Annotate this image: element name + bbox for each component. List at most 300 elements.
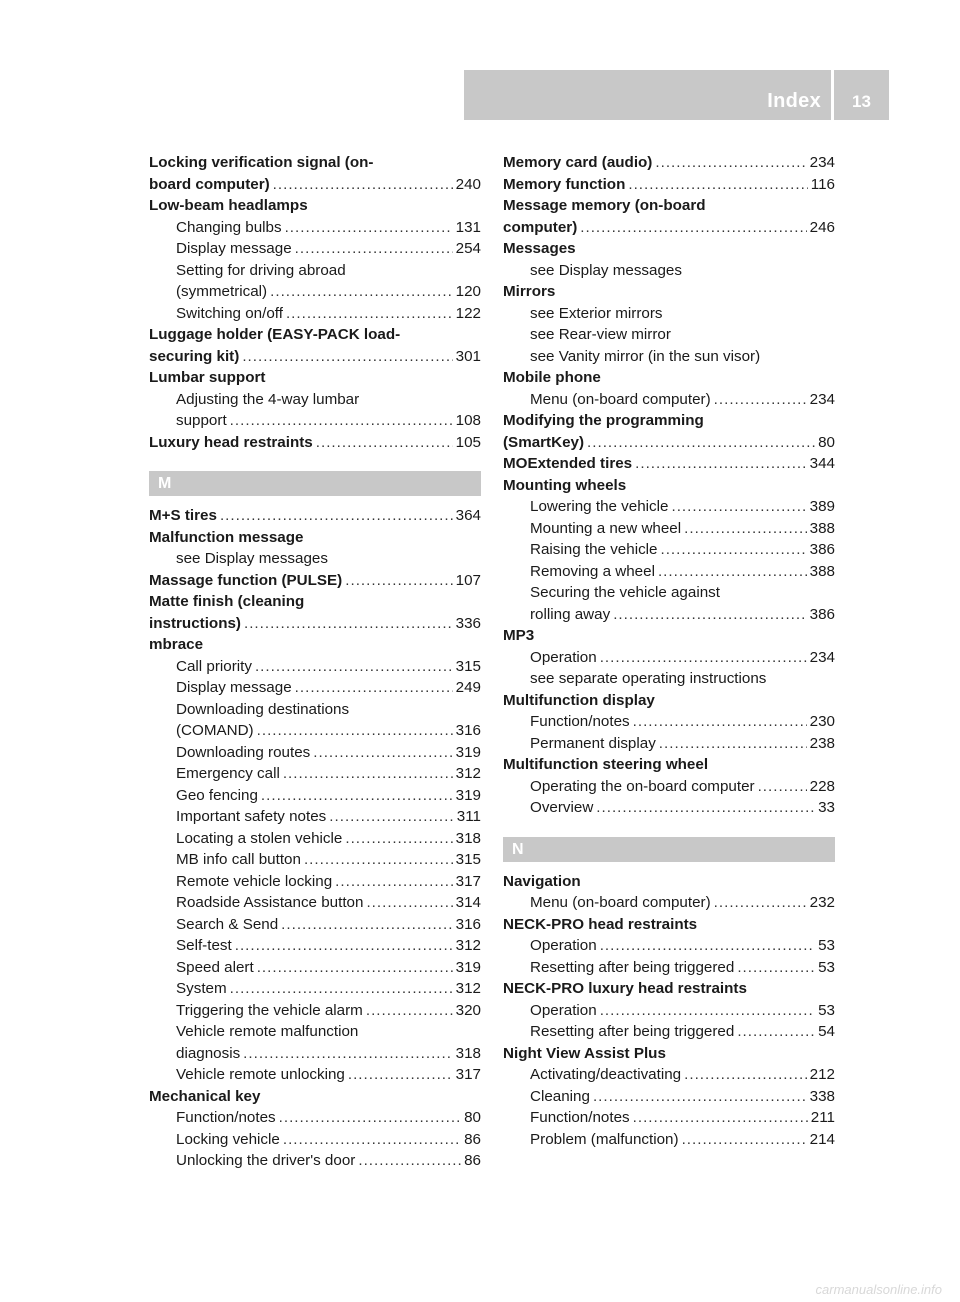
page-reference[interactable]: 212 bbox=[809, 1066, 835, 1083]
page-reference[interactable]: 230 bbox=[809, 713, 835, 730]
page-reference[interactable]: 338 bbox=[809, 1087, 835, 1105]
dot-leader bbox=[295, 238, 453, 260]
entry-text: Navigation bbox=[503, 872, 581, 890]
index-subentry[interactable] bbox=[503, 957, 835, 979]
entry-text: Operation bbox=[530, 648, 597, 666]
dot-leader bbox=[596, 797, 815, 819]
index-subentry[interactable] bbox=[149, 785, 481, 807]
index-heading bbox=[149, 324, 481, 346]
entry-text: (COMAND) bbox=[176, 722, 254, 739]
entry-text: Mounting a new wheel bbox=[530, 519, 682, 537]
index-subentry[interactable] bbox=[149, 935, 481, 957]
dot-leader bbox=[257, 957, 453, 979]
page-reference[interactable]: 108 bbox=[455, 412, 481, 429]
entry-text: Operation bbox=[530, 937, 597, 954]
dot-leader bbox=[366, 892, 452, 914]
dot-leader bbox=[737, 1021, 815, 1043]
dot-leader bbox=[737, 957, 815, 979]
entry-list bbox=[149, 505, 481, 1172]
page-reference[interactable]: 317 bbox=[455, 872, 481, 890]
page-reference[interactable]: 386 bbox=[809, 605, 835, 623]
entry-text: Roadside Assistance button bbox=[176, 894, 364, 911]
entry-text: computer) bbox=[503, 218, 578, 236]
page-reference[interactable]: 53 bbox=[818, 1001, 835, 1019]
index-subentry[interactable] bbox=[149, 1150, 481, 1172]
page-reference[interactable]: 246 bbox=[809, 218, 835, 236]
entry-list bbox=[503, 871, 835, 1151]
page-reference[interactable]: 249 bbox=[455, 679, 481, 696]
index-subentry bbox=[149, 389, 481, 411]
index-heading bbox=[503, 978, 835, 1000]
dot-leader bbox=[659, 733, 807, 755]
dot-leader bbox=[345, 570, 452, 592]
index-heading[interactable] bbox=[149, 570, 481, 592]
page-reference[interactable]: 86 bbox=[464, 1130, 481, 1148]
section-letter: M bbox=[158, 475, 172, 492]
index-subentry[interactable] bbox=[149, 806, 481, 828]
entry-text: MOExtended tires bbox=[503, 455, 633, 472]
index-subentry[interactable] bbox=[149, 1064, 481, 1086]
page-reference[interactable]: 319 bbox=[455, 743, 481, 761]
entry-text: mbrace bbox=[149, 636, 204, 653]
entry-text: Speed alert bbox=[176, 958, 254, 976]
index-heading bbox=[149, 195, 481, 217]
dot-leader bbox=[660, 539, 806, 561]
entry-text: Resetting after being triggered bbox=[530, 1023, 735, 1040]
dot-leader bbox=[633, 1107, 808, 1129]
index-subentry bbox=[503, 346, 835, 368]
index-subentry[interactable] bbox=[149, 849, 481, 871]
page-reference[interactable]: 33 bbox=[818, 799, 835, 816]
page-reference[interactable]: 319 bbox=[455, 786, 481, 804]
index-subentry[interactable] bbox=[149, 1107, 481, 1129]
index-heading[interactable] bbox=[149, 174, 481, 196]
index-heading[interactable] bbox=[149, 505, 481, 527]
entry-text: NECK-PRO luxury head restraints bbox=[503, 980, 747, 997]
entry-text: Menu (on-board computer) bbox=[530, 894, 711, 911]
entry-text: Luxury head restraints bbox=[149, 433, 313, 451]
index-subentry bbox=[149, 1021, 481, 1043]
page-reference[interactable]: 122 bbox=[455, 304, 481, 322]
entry-text: Call priority bbox=[176, 657, 252, 675]
index-subentry[interactable] bbox=[503, 604, 835, 626]
index-subentry[interactable] bbox=[149, 303, 481, 325]
dot-leader bbox=[348, 1064, 453, 1086]
section-header-n bbox=[503, 837, 835, 862]
dot-leader bbox=[580, 217, 806, 239]
index-subentry bbox=[503, 260, 835, 282]
entry-text: MB info call button bbox=[176, 851, 301, 868]
entry-text: see Exterior mirrors bbox=[530, 304, 663, 322]
index-heading bbox=[503, 625, 835, 647]
page-reference[interactable]: 131 bbox=[455, 218, 481, 236]
page-reference[interactable]: 318 bbox=[455, 829, 481, 847]
entry-text: Important safety notes bbox=[176, 808, 327, 825]
dot-leader bbox=[600, 1000, 815, 1022]
dot-leader bbox=[671, 496, 806, 518]
index-heading[interactable] bbox=[149, 346, 481, 368]
index-subentry[interactable] bbox=[503, 776, 835, 798]
index-heading[interactable] bbox=[503, 174, 835, 196]
entry-text: Operating the on-board computer bbox=[530, 777, 755, 795]
section-letter: N bbox=[512, 840, 524, 858]
entry-text: NECK-PRO head restraints bbox=[503, 915, 698, 933]
page-reference[interactable]: 80 bbox=[464, 1109, 481, 1126]
page-reference[interactable]: 312 bbox=[455, 937, 481, 954]
dot-leader bbox=[230, 410, 453, 432]
dot-leader bbox=[286, 303, 453, 325]
index-heading bbox=[503, 1043, 835, 1065]
index-heading bbox=[503, 238, 835, 260]
entry-text: Massage function (PULSE) bbox=[149, 571, 343, 589]
index-subentry[interactable] bbox=[149, 677, 481, 699]
entry-text: Raising the vehicle bbox=[530, 541, 658, 558]
dot-leader bbox=[684, 1064, 807, 1086]
entry-text: Vehicle remote malfunction bbox=[176, 1023, 359, 1040]
page-reference[interactable]: 254 bbox=[455, 240, 481, 257]
index-subentry[interactable] bbox=[149, 914, 481, 936]
index-heading bbox=[503, 754, 835, 776]
index-subentry bbox=[149, 548, 481, 570]
entry-text: Switching on/off bbox=[176, 304, 283, 322]
page-reference[interactable]: 211 bbox=[810, 1109, 835, 1126]
dot-leader bbox=[587, 432, 815, 454]
entry-text: Cleaning bbox=[530, 1087, 590, 1105]
index-heading bbox=[149, 1086, 481, 1108]
page-reference[interactable]: 53 bbox=[818, 937, 835, 954]
page-reference[interactable]: 316 bbox=[455, 722, 481, 739]
dot-leader bbox=[283, 1129, 461, 1151]
entry-text: Securing the vehicle against bbox=[530, 584, 720, 601]
index-subentry[interactable] bbox=[149, 281, 481, 303]
page-reference[interactable]: 316 bbox=[455, 915, 481, 933]
entry-text: rolling away bbox=[530, 605, 611, 623]
dot-leader bbox=[358, 1150, 461, 1172]
dot-leader bbox=[255, 656, 453, 678]
index-subentry[interactable] bbox=[503, 1000, 835, 1022]
entry-text: Mounting wheels bbox=[503, 476, 627, 494]
dot-leader bbox=[261, 785, 453, 807]
index-subentry[interactable] bbox=[503, 711, 835, 733]
index-column-left bbox=[149, 152, 481, 1172]
entry-text: Permanent display bbox=[530, 734, 656, 752]
entry-text: Removing a wheel bbox=[530, 562, 655, 580]
dot-leader bbox=[758, 776, 807, 798]
index-subentry bbox=[149, 260, 481, 282]
entry-text: Locking vehicle bbox=[176, 1130, 280, 1148]
dot-leader bbox=[242, 346, 452, 368]
dot-leader bbox=[283, 763, 453, 785]
page-reference[interactable]: 105 bbox=[455, 433, 481, 451]
entry-text: Unlocking the driver's door bbox=[176, 1152, 356, 1169]
entry-text: Modifying the programming bbox=[503, 412, 704, 429]
entry-text: Mobile phone bbox=[503, 369, 601, 386]
index-subentry[interactable] bbox=[149, 828, 481, 850]
dot-leader bbox=[684, 518, 807, 540]
index-subentry[interactable] bbox=[503, 389, 835, 411]
index-subentry[interactable] bbox=[503, 935, 835, 957]
index-heading bbox=[149, 152, 481, 174]
page-reference[interactable]: 312 bbox=[455, 765, 481, 782]
entry-text: Search & Send bbox=[176, 915, 279, 933]
page-reference[interactable]: 232 bbox=[809, 894, 835, 911]
entry-text: Locking verification signal (on- bbox=[149, 154, 374, 171]
entry-text: board computer) bbox=[149, 175, 270, 193]
dot-leader bbox=[600, 935, 815, 957]
page-reference[interactable]: 311 bbox=[456, 808, 481, 825]
page-reference[interactable]: 312 bbox=[455, 980, 481, 997]
index-subentry[interactable] bbox=[149, 1043, 481, 1065]
index-subentry[interactable] bbox=[149, 871, 481, 893]
entry-text: Memory card (audio) bbox=[503, 154, 653, 171]
entry-text: Memory function bbox=[503, 175, 626, 193]
index-heading[interactable] bbox=[503, 432, 835, 454]
entry-text: (symmetrical) bbox=[176, 283, 268, 300]
entry-text: System bbox=[176, 980, 227, 997]
index-subentry[interactable] bbox=[149, 1000, 481, 1022]
entry-text: Luggage holder (EASY-PACK load- bbox=[149, 326, 401, 343]
entry-text: securing kit) bbox=[149, 347, 240, 365]
entry-text: Display message bbox=[176, 679, 292, 696]
page-reference[interactable]: 228 bbox=[809, 777, 835, 795]
entry-list bbox=[149, 152, 481, 453]
page-reference[interactable]: 107 bbox=[455, 571, 481, 589]
dot-leader bbox=[600, 647, 807, 669]
entry-text: Operation bbox=[530, 1001, 597, 1019]
entry-text: Mirrors bbox=[503, 283, 556, 300]
entry-text: M+S tires bbox=[149, 507, 217, 524]
entry-text: see Display messages bbox=[530, 261, 682, 279]
dot-leader bbox=[304, 849, 453, 871]
index-subentry[interactable] bbox=[149, 763, 481, 785]
entry-text: MP3 bbox=[503, 627, 535, 644]
index-subentry[interactable] bbox=[149, 978, 481, 1000]
dot-leader bbox=[635, 453, 807, 475]
index-subentry[interactable] bbox=[503, 892, 835, 914]
entry-text: Display message bbox=[176, 240, 292, 257]
page-reference[interactable]: 53 bbox=[818, 958, 835, 976]
entry-text: diagnosis bbox=[176, 1044, 241, 1062]
dot-leader bbox=[257, 720, 453, 742]
dot-leader bbox=[658, 561, 807, 583]
dot-leader bbox=[345, 828, 452, 850]
page-reference[interactable]: 86 bbox=[464, 1152, 481, 1169]
page-reference[interactable]: 320 bbox=[455, 1001, 481, 1019]
dot-leader bbox=[366, 1000, 453, 1022]
dot-leader bbox=[316, 432, 453, 454]
page-reference[interactable]: 317 bbox=[455, 1066, 481, 1083]
index-subentry bbox=[503, 582, 835, 604]
entry-text: Downloading destinations bbox=[176, 700, 350, 718]
entry-text: Setting for driving abroad bbox=[176, 261, 346, 279]
dot-leader bbox=[244, 613, 453, 635]
page-reference[interactable]: 240 bbox=[455, 175, 481, 193]
index-heading bbox=[149, 634, 481, 656]
index-subentry[interactable] bbox=[503, 539, 835, 561]
index-column-right bbox=[503, 152, 835, 1150]
page-number: 13 bbox=[852, 92, 871, 111]
index-heading bbox=[503, 195, 835, 217]
page-reference[interactable]: 54 bbox=[818, 1023, 835, 1040]
index-heading bbox=[503, 367, 835, 389]
index-subentry[interactable] bbox=[149, 720, 481, 742]
entry-list bbox=[503, 152, 835, 819]
entry-text: Messages bbox=[503, 240, 576, 257]
dot-leader bbox=[682, 1129, 807, 1151]
entry-text: Downloading routes bbox=[176, 743, 311, 761]
page-number-box bbox=[834, 70, 889, 120]
index-subentry bbox=[149, 699, 481, 721]
entry-text: see separate operating instructions bbox=[530, 670, 767, 687]
entry-text: Function/notes bbox=[530, 713, 630, 730]
dot-leader bbox=[655, 152, 806, 174]
index-heading bbox=[503, 475, 835, 497]
index-heading bbox=[503, 410, 835, 432]
entry-text: Lowering the vehicle bbox=[530, 498, 669, 515]
index-heading bbox=[149, 367, 481, 389]
index-heading bbox=[503, 690, 835, 712]
entry-text: Message memory (on-board bbox=[503, 197, 706, 214]
index-heading bbox=[149, 527, 481, 549]
entry-text: Remote vehicle locking bbox=[176, 872, 333, 890]
page-reference[interactable]: 234 bbox=[809, 648, 835, 666]
index-subentry[interactable] bbox=[503, 561, 835, 583]
page-reference[interactable]: 234 bbox=[809, 390, 835, 408]
page-reference[interactable]: 238 bbox=[809, 734, 835, 752]
entry-text: Geo fencing bbox=[176, 786, 258, 804]
entry-text: Resetting after being triggered bbox=[530, 958, 735, 976]
dot-leader bbox=[220, 505, 453, 527]
page-reference[interactable]: 319 bbox=[455, 958, 481, 976]
page-reference[interactable]: 301 bbox=[455, 347, 481, 365]
index-subentry[interactable] bbox=[149, 892, 481, 914]
page-reference[interactable]: 344 bbox=[809, 455, 835, 472]
entry-text: see Vanity mirror (in the sun visor) bbox=[530, 347, 761, 365]
page-reference[interactable]: 80 bbox=[818, 433, 835, 451]
dot-leader bbox=[593, 1086, 807, 1108]
page-reference[interactable]: 315 bbox=[455, 657, 481, 675]
entry-text: Overview bbox=[530, 799, 594, 816]
index-subentry bbox=[503, 668, 835, 690]
dot-leader bbox=[281, 914, 452, 936]
index-subentry[interactable] bbox=[503, 518, 835, 540]
dot-leader bbox=[295, 677, 453, 699]
page-reference[interactable]: 214 bbox=[809, 1130, 835, 1148]
entry-text: Multifunction display bbox=[503, 691, 655, 709]
dot-leader bbox=[243, 1043, 452, 1065]
entry-text: support bbox=[176, 412, 227, 429]
index-heading[interactable] bbox=[503, 217, 835, 239]
page-reference[interactable]: 318 bbox=[455, 1044, 481, 1062]
index-subentry[interactable] bbox=[503, 496, 835, 518]
page-reference[interactable]: 234 bbox=[809, 154, 835, 171]
entry-text: Night View Assist Plus bbox=[503, 1044, 666, 1062]
index-subentry[interactable] bbox=[503, 1107, 835, 1129]
page-reference[interactable]: 388 bbox=[809, 562, 835, 580]
dot-leader bbox=[313, 742, 452, 764]
index-subentry[interactable] bbox=[503, 647, 835, 669]
dot-leader bbox=[613, 604, 806, 626]
dot-leader bbox=[714, 389, 807, 411]
page-reference[interactable]: 364 bbox=[455, 507, 481, 524]
index-subentry bbox=[503, 324, 835, 346]
index-subentry[interactable] bbox=[503, 1129, 835, 1151]
index-heading bbox=[149, 591, 481, 613]
entry-text: Self-test bbox=[176, 937, 232, 954]
dot-leader bbox=[230, 978, 453, 1000]
index-subentry[interactable] bbox=[503, 1021, 835, 1043]
entry-text: Menu (on-board computer) bbox=[530, 390, 711, 408]
header-bar bbox=[464, 70, 831, 120]
index-subentry[interactable] bbox=[503, 797, 835, 819]
page-reference[interactable]: 389 bbox=[809, 498, 835, 515]
index-heading[interactable] bbox=[503, 453, 835, 475]
dot-leader bbox=[329, 806, 454, 828]
index-subentry[interactable] bbox=[149, 742, 481, 764]
dot-leader bbox=[714, 892, 807, 914]
dot-leader bbox=[235, 935, 453, 957]
index-subentry[interactable] bbox=[149, 656, 481, 678]
entry-text: Function/notes bbox=[176, 1109, 276, 1126]
index-subentry[interactable] bbox=[149, 238, 481, 260]
entry-text: Matte finish (cleaning bbox=[149, 593, 305, 610]
index-heading[interactable] bbox=[149, 613, 481, 635]
entry-text: Problem (malfunction) bbox=[530, 1130, 679, 1148]
entry-text: Lumbar support bbox=[149, 369, 266, 386]
page-reference[interactable]: 315 bbox=[455, 851, 481, 868]
page-reference[interactable]: 386 bbox=[809, 541, 835, 558]
entry-text: Function/notes bbox=[530, 1109, 630, 1126]
dot-leader bbox=[633, 711, 807, 733]
page-reference[interactable]: 120 bbox=[455, 283, 481, 300]
page-reference[interactable]: 336 bbox=[455, 614, 481, 632]
index-heading bbox=[503, 871, 835, 893]
entry-text: Mechanical key bbox=[149, 1087, 261, 1105]
page-reference[interactable]: 314 bbox=[455, 894, 481, 911]
index-subentry[interactable] bbox=[149, 1129, 481, 1151]
entry-text: Triggering the vehicle alarm bbox=[176, 1001, 363, 1019]
entry-text: Adjusting the 4-way lumbar bbox=[176, 390, 360, 408]
dot-leader bbox=[285, 217, 453, 239]
index-subentry[interactable] bbox=[503, 1086, 835, 1108]
dot-leader bbox=[628, 174, 807, 196]
page-reference[interactable]: 388 bbox=[809, 519, 835, 537]
index-heading[interactable] bbox=[503, 152, 835, 174]
entry-text: Changing bulbs bbox=[176, 218, 282, 236]
index-subentry[interactable] bbox=[149, 957, 481, 979]
index-subentry[interactable] bbox=[503, 733, 835, 755]
index-subentry[interactable] bbox=[149, 410, 481, 432]
entry-text: Low-beam headlamps bbox=[149, 197, 308, 214]
index-heading[interactable] bbox=[149, 432, 481, 454]
entry-text: Malfunction message bbox=[149, 528, 304, 546]
entry-text: see Rear-view mirror bbox=[530, 326, 671, 343]
dot-leader bbox=[273, 174, 453, 196]
page-title: Index bbox=[767, 90, 821, 112]
entry-text: instructions) bbox=[149, 614, 241, 632]
page-reference[interactable]: 116 bbox=[810, 175, 835, 193]
index-heading bbox=[503, 914, 835, 936]
dot-leader bbox=[335, 871, 452, 893]
entry-text: Activating/deactivating bbox=[530, 1066, 682, 1083]
entry-text: Multifunction steering wheel bbox=[503, 756, 709, 773]
entry-text: Emergency call bbox=[176, 765, 280, 782]
dot-leader bbox=[270, 281, 453, 303]
index-subentry[interactable] bbox=[503, 1064, 835, 1086]
entry-text: (SmartKey) bbox=[503, 433, 585, 451]
index-subentry[interactable] bbox=[149, 217, 481, 239]
entry-text: Locating a stolen vehicle bbox=[176, 829, 343, 847]
